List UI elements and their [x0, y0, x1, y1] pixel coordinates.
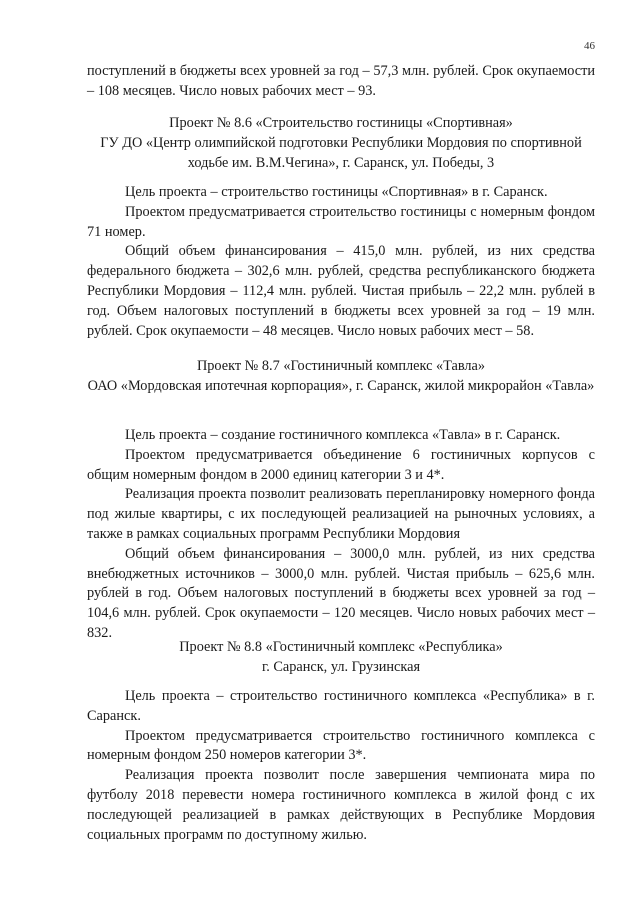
project-8-8-goal: Цель проекта – строительство гостиничного комплекса «Республика» в г. Саранск.	[87, 688, 595, 724]
project-8-7-body	[87, 426, 595, 644]
project-8-7-goal: Цель проекта – создание гостиничного комплекса «Тавла» в г. Саранск.	[125, 427, 561, 443]
project-8-8-body	[87, 687, 595, 845]
project-8-6-title: Проект № 8.6 «Строительство гостиницы «Спортивная»	[169, 115, 513, 131]
page-number: 46	[584, 40, 595, 52]
intro-text: поступлений в бюджеты всех уровней за год – 57,3 млн. рублей. Срок окупаемости – 108 месяцев. Число новых рабочих мест – 93.	[87, 63, 595, 99]
project-8-8-heading	[87, 638, 595, 678]
project-8-6-heading	[87, 114, 595, 173]
project-8-7-organization: ОАО «Мордовская ипотечная корпорация», г. Саранск, жилой микрорайон «Тавла»	[87, 377, 595, 394]
intro-paragraph-block	[87, 62, 595, 102]
project-8-8-scope: Проектом предусматривается строительство гостиничного комплекса с номерным фондом 250 номеров категории 3*.	[87, 727, 595, 764]
project-8-7-heading	[87, 357, 595, 397]
project-8-6-financing: Общий объем финансирования – 415,0 млн. рублей, из них средства федерального бюджета – 302,6 млн. рублей, средства республиканского бюджета Республики Мордовия – 112,4 млн. рублей. Чистая прибыль – 22,2 млн. рублей в год. Объем налоговых поступлений в бюджеты всех уровней за год – 19 млн. рублей. Срок окупаемости – 48 месяцев. Число новых рабочих мест – 58.	[87, 243, 595, 339]
project-8-7-title: Проект № 8.7 «Гостиничный комплекс «Тавла»	[196, 358, 486, 374]
project-8-6-scope: Проектом предусматривается строительство гостиницы с номерным фондом 71 номер.	[87, 203, 595, 240]
project-8-7-outcome: Реализация проекта позволит реализовать перепланировку номерного фонда под жилые квартиры, с их последующей реализацией на рыночных условиях, а также в рамках социальных программ Республики Мордовия	[87, 486, 595, 542]
project-8-8-outcome: Реализация проекта позволит после завершения чемпионата мира по футболу 2018 перевести номера гостиничного комплекса в жилой фонд с их последующей реализацией в рамках действующих в Республике Мордовия социальных программ по доступному жилью.	[87, 767, 595, 843]
project-8-6-organization: ГУ ДО «Центр олимпийской подготовки Республики Мордовия по спортивной ходьбе им. В.М.Чегина», г. Саранск, ул. Победы, 3	[100, 134, 582, 171]
project-8-6-body	[87, 183, 595, 341]
project-8-7-financing: Общий объем финансирования – 3000,0 млн. рублей, из них средства внебюджетных источников – 3000,0 млн. рублей. Чистая прибыль – 625,6 млн. рублей в год. Объем налоговых поступлений в бюджеты всех уровней за год – 104,6 млн. рублей. Срок окупаемости – 120 месяцев. Число новых рабочих мест – 832.	[87, 545, 595, 641]
project-8-8-location: г. Саранск, ул. Грузинская	[261, 658, 421, 675]
project-8-8-title: Проект № 8.8 «Гостиничный комплекс «Республика»	[179, 639, 503, 655]
project-8-6-goal: Цель проекта – строительство гостиницы «Спортивная» в г. Саранск.	[125, 184, 548, 200]
project-8-7-scope: Проектом предусматривается объединение 6 гостиничных корпусов с общим номерным фондом в 2000 единиц категории 3 и 4*.	[87, 446, 595, 483]
